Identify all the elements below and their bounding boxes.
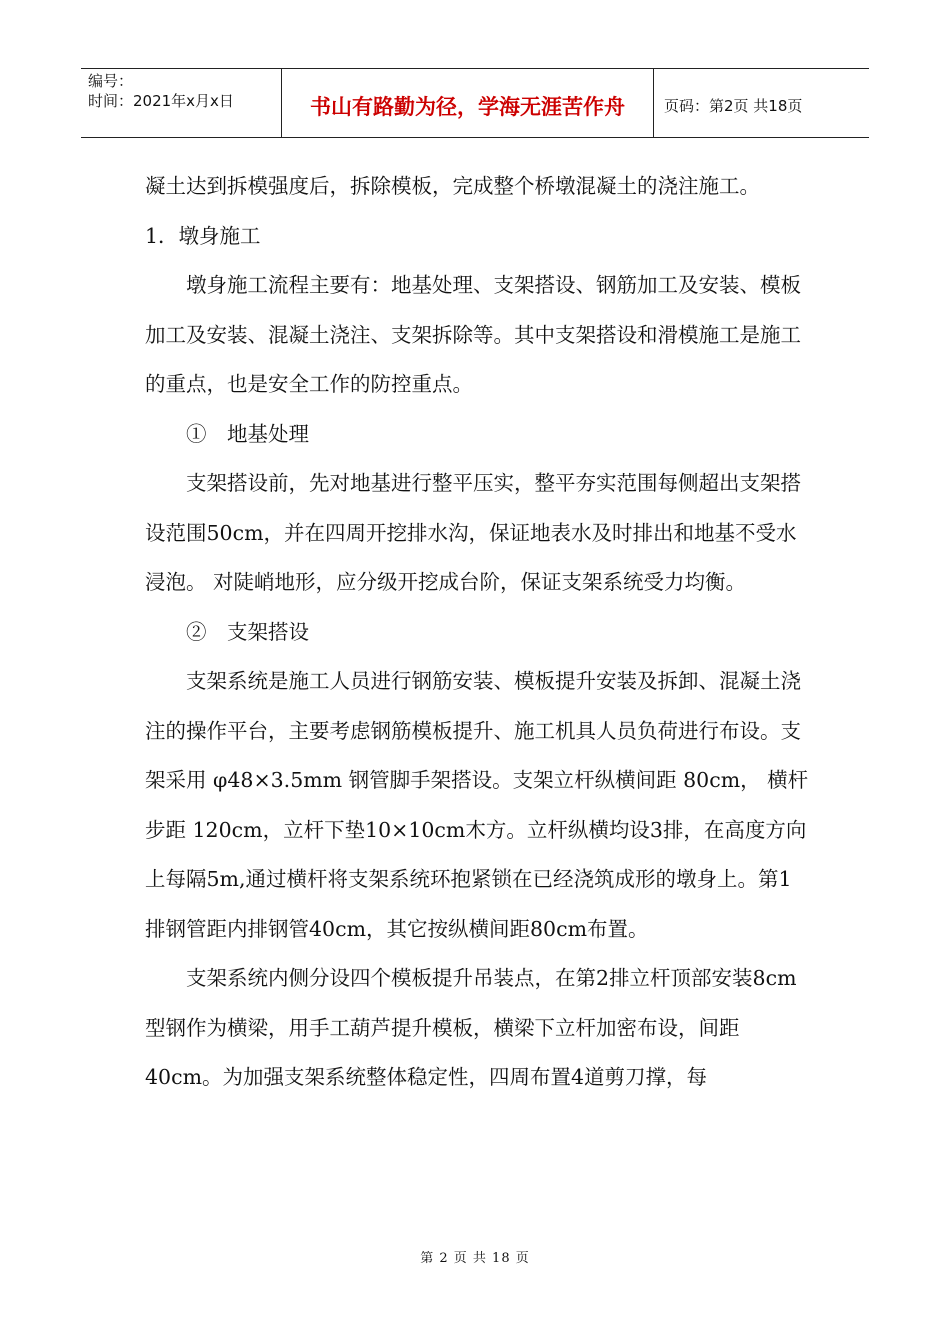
document-time-label: 时间：2021年x月x日 [88,92,234,110]
paragraph-continuation: 凝土达到拆模强度后，拆除模板，完成整个桥墩混凝土的浇注施工。 [145,174,760,198]
header-page-cell [654,69,869,137]
header-page-info: 页码：第2页 共18页 [664,96,803,115]
document-body [145,162,810,1103]
header-motto: 书山有路勤为径，学海无涯苦作舟 [310,94,625,119]
subheading-foundation: ① 地基处理 [186,421,309,446]
header-meta-cell [81,69,282,137]
document-number-label: 编号： [88,72,134,90]
paragraph-foundation: 支架搭设前，先对地基进行整平压实，整平夯实范围每侧超出支架搭设范围50cm，并在四周开挖排水沟，保证地表水及时排出和地基不受水浸泡。 对陡峭地形，应分级开挖成台阶，保证支架系统受力均衡。 [145,471,801,594]
paragraph-lifting-points: 支架系统内侧分设四个模板提升吊装点，在第2排立杆顶部安装8cm型钢作为横梁，用手工葫芦提升模板，横梁下立杆加密布设，间距40cm。为加强支架系统整体稳定性，四周布置4道剪刀撑，每 [145,966,797,1089]
page-header [81,68,869,138]
paragraph-scaffold-system: 支架系统是施工人员进行钢筋安装、模板提升安装及拆卸、混凝土浇注的操作平台，主要考虑钢筋模板提升、施工机具人员负荷进行布设。支架采用 φ48×3.5mm 钢管脚手架搭设。支架立杆纵横间距 80cm， 横杆步距 120cm，立杆下垫10×10cm木方。立杆纵横均设3排，在高度方向上每隔5m,通过横杆将支架系统环抱紧锁在已经浇筑成形的墩身上。第1排钢管距内排钢管40cm，其它按纵横间距80cm布置。 [145,669,809,941]
footer-page-number: 第 2 页 共 18 页 [420,1251,530,1266]
header-motto-cell [282,69,654,137]
page-footer [0,1247,950,1266]
section-heading-pier-body: 1．墩身施工 [145,223,261,248]
paragraph-pier-process: 墩身施工流程主要有：地基处理、支架搭设、钢筋加工及安装、模板加工及安装、混凝土浇注、支架拆除等。其中支架搭设和滑模施工是施工的重点，也是安全工作的防控重点。 [145,273,801,396]
subheading-scaffold: ② 支架搭设 [186,619,309,644]
